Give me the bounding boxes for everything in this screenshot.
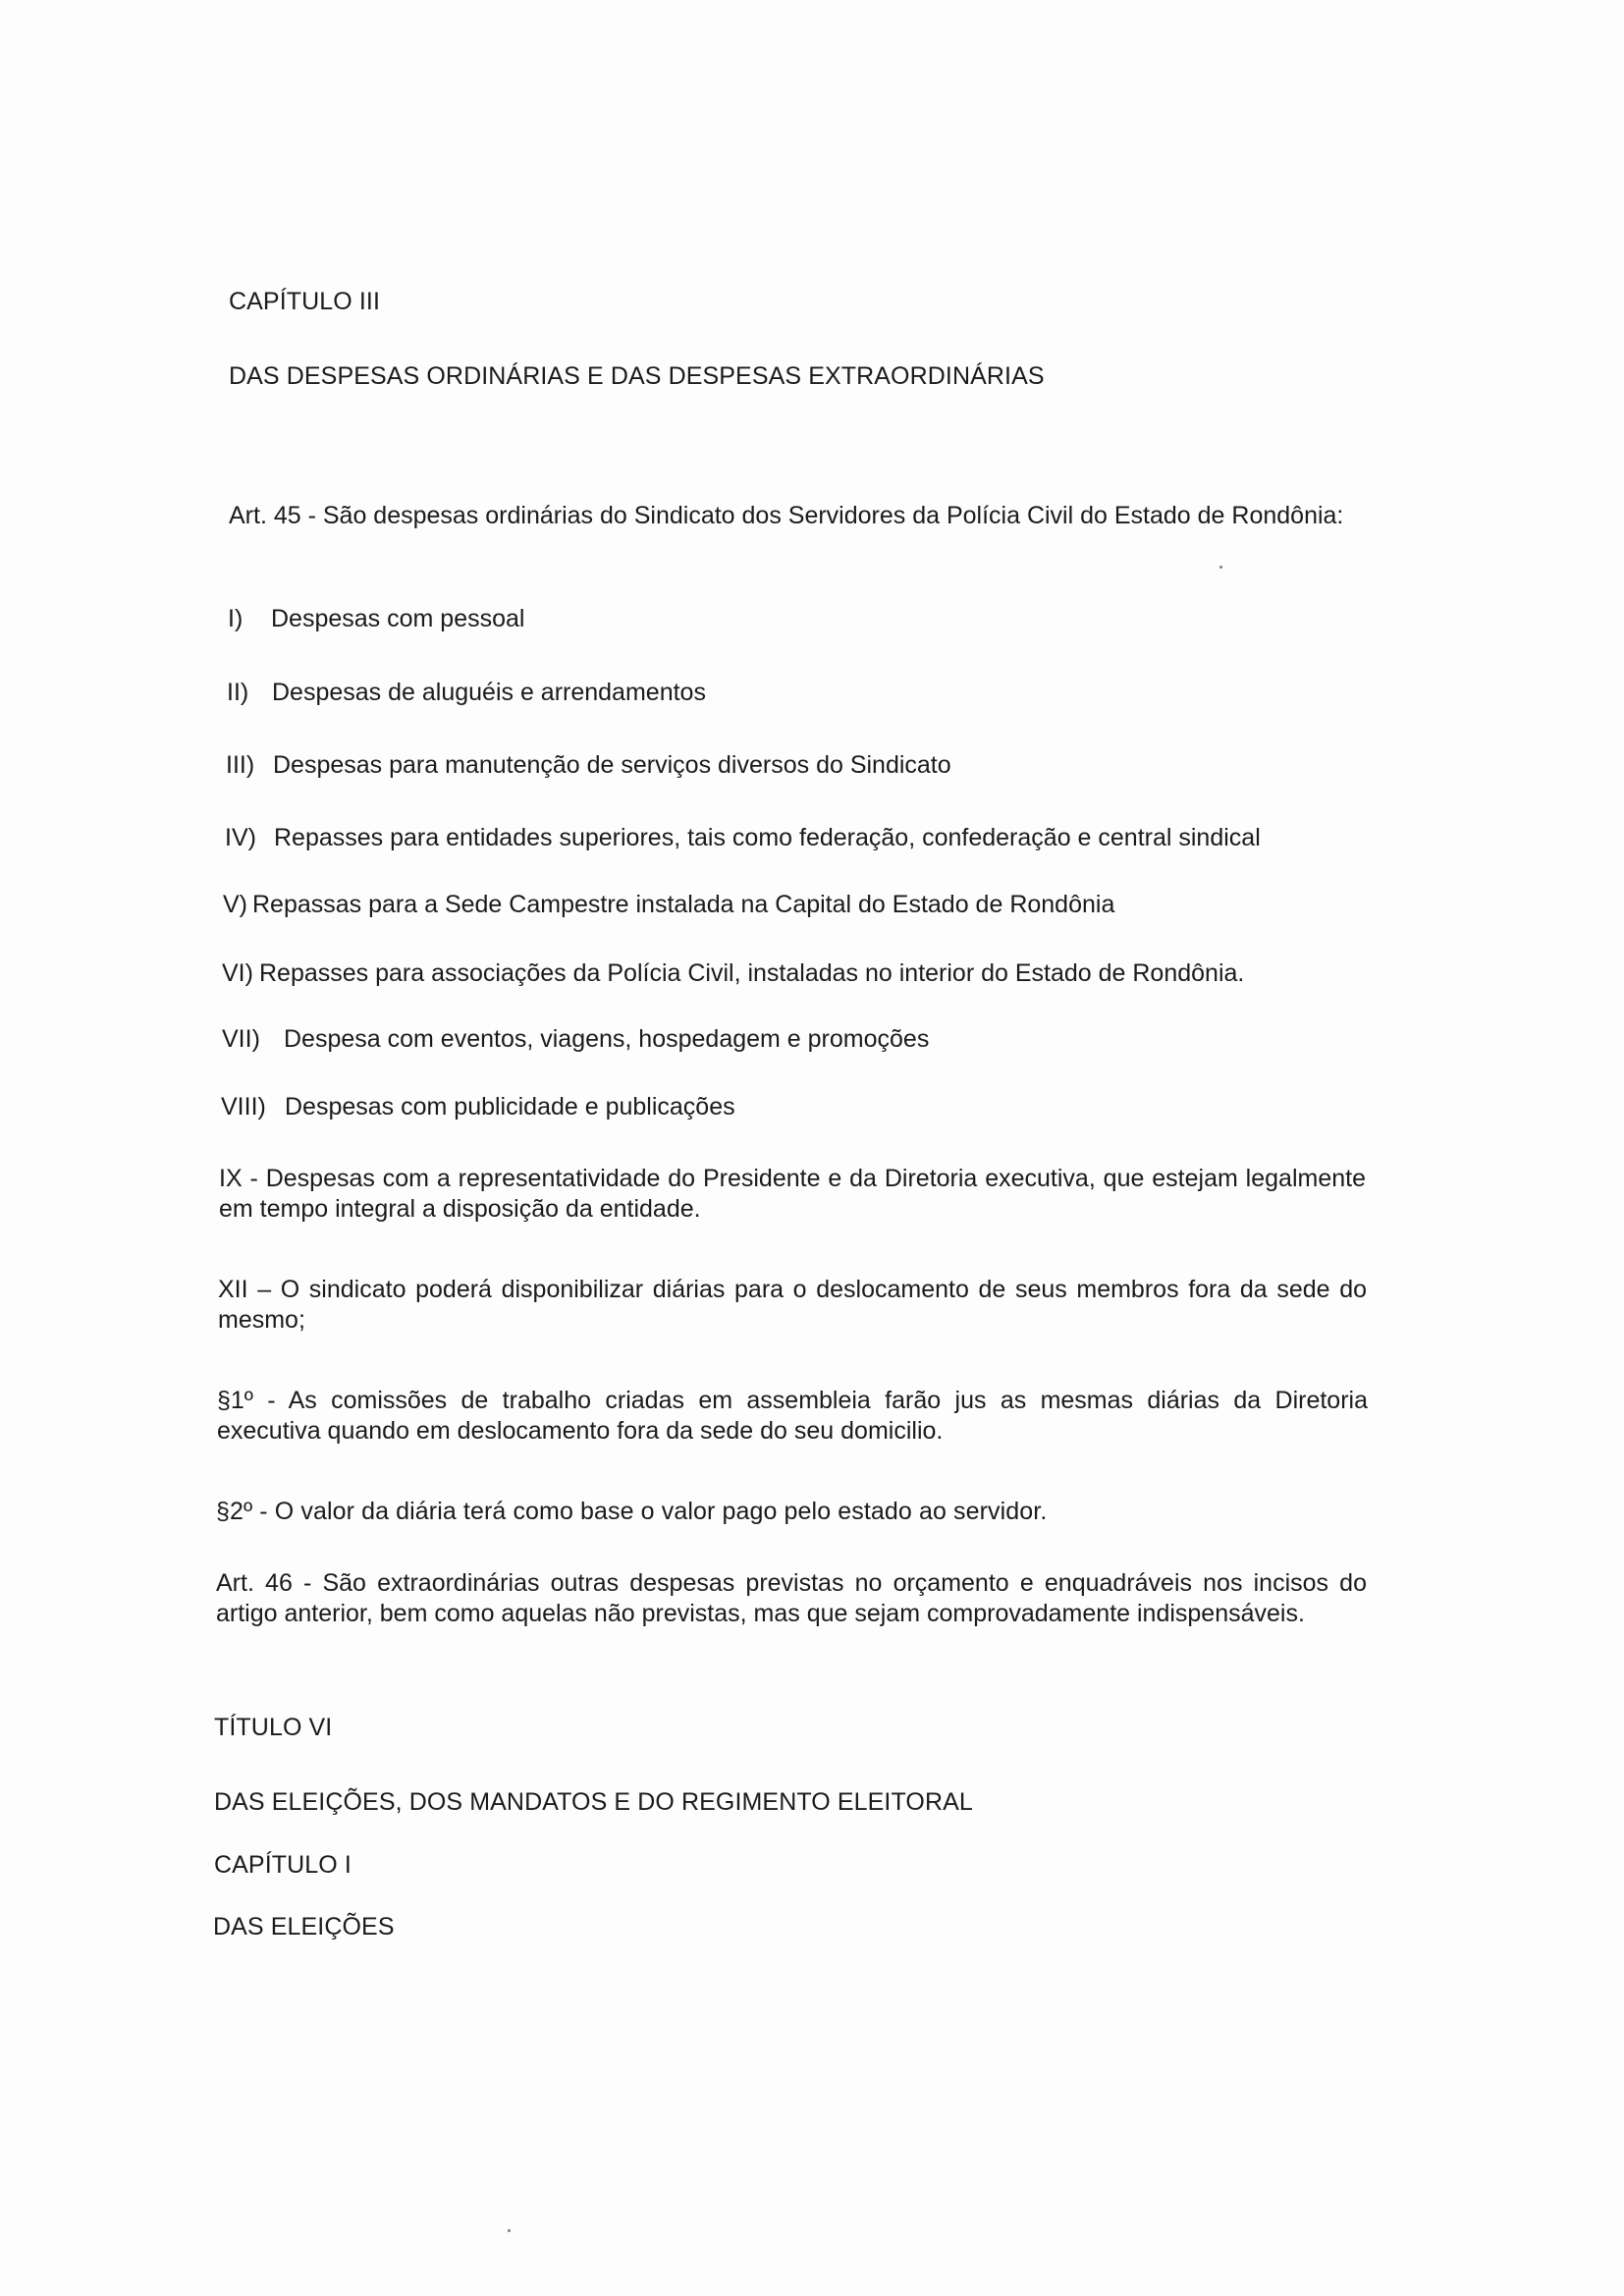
list-item-2 xyxy=(227,678,706,708)
chapter-title: DAS DESPESAS ORDINÁRIAS E DAS DESPESAS EXTRAORDINÁRIAS xyxy=(229,362,1045,390)
list-item-text: Repasses para associações da Polícia Civil, instaladas no interior do Estado de Rondônia. xyxy=(259,959,1245,987)
scan-speck xyxy=(1219,566,1222,569)
article-45: Art. 45 - São despesas ordinárias do Sindicato dos Servidores da Polícia Civil do Estado de Rondônia: xyxy=(229,502,1344,529)
title-heading: TÍTULO VI xyxy=(214,1714,333,1741)
list-item-number: V) xyxy=(223,891,247,918)
list-item-number: VIII) xyxy=(221,1093,266,1121)
chapter-heading: CAPÍTULO III xyxy=(229,288,381,315)
list-item-7 xyxy=(222,1024,929,1055)
list-item-text: Repassas para a Sede Campestre instalada na Capital do Estado de Rondônia xyxy=(252,891,1115,918)
list-item-text: Despesas com publicidade e publicações xyxy=(285,1093,735,1121)
list-item-text: Despesa com eventos, viagens, hospedagem e promoções xyxy=(284,1025,930,1053)
article-46: Art. 46 - São extraordinárias outras despesas previstas no orçamento e enquadráveis nos incisos do artigo anterior, bem como aquelas não previstas, mas que sejam comprovadamente indispensáveis. xyxy=(216,1569,1367,1627)
item-xii: XII – O sindicato poderá disponibilizar diárias para o deslocamento de seus membros fora da sede do mesmo; xyxy=(218,1276,1367,1334)
scan-speck xyxy=(508,2229,511,2232)
paragraph-2: §2º - O valor da diária terá como base o valor pago pelo estado ao servidor. xyxy=(216,1498,1048,1525)
list-item-text: Despesas de aluguéis e arrendamentos xyxy=(272,679,706,706)
list-item-1 xyxy=(228,604,524,634)
list-item-number: II) xyxy=(227,679,249,706)
list-item-6 xyxy=(222,958,1244,989)
list-item-number: IV) xyxy=(225,824,256,851)
item-ix: IX - Despesas com a representatividade do Presidente e da Diretoria executiva, que estejam legalmente em tempo integral a disposição da entidade. xyxy=(219,1165,1366,1223)
list-item-4 xyxy=(225,823,1261,853)
list-item-text: Repasses para entidades superiores, tais como federação, confederação e central sindical xyxy=(274,824,1261,851)
list-item-text: Despesas com pessoal xyxy=(271,605,525,632)
list-item-number: VII) xyxy=(222,1025,260,1053)
list-item-number: I) xyxy=(228,605,244,632)
chapter-1-title: DAS ELEIÇÕES xyxy=(213,1913,395,1941)
chapter-1-heading: CAPÍTULO I xyxy=(214,1851,352,1879)
list-item-text: Despesas para manutenção de serviços diversos do Sindicato xyxy=(273,751,951,779)
list-item-5 xyxy=(223,890,1114,920)
list-item-8 xyxy=(221,1092,735,1122)
list-item-number: III) xyxy=(226,751,255,779)
list-item-3 xyxy=(226,750,951,781)
paragraph-1: §1º - As comissões de trabalho criadas em assembleia farão jus as mesmas diárias da Diretoria executiva quando em deslocamento fora da sede do seu domicilio. xyxy=(217,1387,1368,1445)
title-text: DAS ELEIÇÕES, DOS MANDATOS E DO REGIMENTO ELEITORAL xyxy=(214,1788,973,1816)
list-item-number: VI) xyxy=(222,959,253,987)
